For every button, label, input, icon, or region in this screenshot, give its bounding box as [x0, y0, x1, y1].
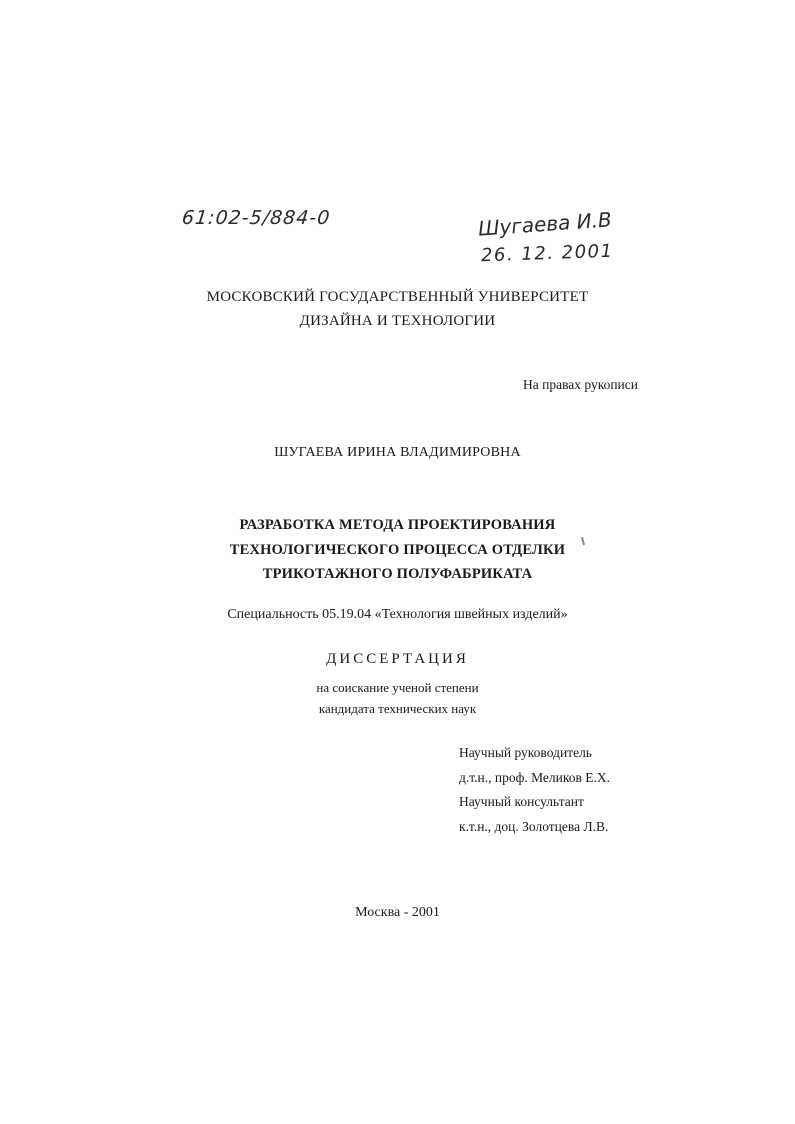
signature-date-handwritten: 26. 12. 2001: [480, 240, 614, 267]
signature-name-handwritten: Шугаева И.В: [477, 207, 613, 241]
consultant-role: Научный консультант: [459, 794, 584, 809]
university-line-1: МОСКОВСКИЙ ГОСУДАРСТВЕННЫЙ УНИВЕРСИТЕТ: [206, 289, 589, 305]
consultant-person: к.т.н., доц. Золотцева Л.В.: [459, 818, 609, 834]
supervisor-role: Научный руководитель: [459, 745, 592, 760]
degree-line-1: на соискание ученой степени: [316, 680, 479, 695]
document-type: ДИССЕРТАЦИЯ: [326, 651, 469, 667]
title-line-3: ТРИКОТАЖНОГО ПОЛУФАБРИКАТА: [262, 566, 533, 582]
specialty: Специальность 05.19.04 «Технология швейных изделий»: [227, 607, 568, 622]
degree-line-2: кандидата технических наук: [318, 701, 477, 716]
dissertation-title: [0, 513, 795, 587]
degree-description: [0, 677, 795, 719]
author-name: ШУГАЕВА ИРИНА ВЛАДИМИРОВНА: [274, 445, 521, 460]
university-line-2: ДИЗАЙНА И ТЕХНОЛОГИИ: [299, 313, 496, 329]
title-line-1: РАЗРАБОТКА МЕТОДА ПРОЕКТИРОВАНИЯ: [239, 517, 556, 533]
title-line-2: ТЕХНОЛОГИЧЕСКОГО ПРОЦЕССА ОТДЕЛКИ: [229, 541, 566, 558]
rights-note: На правах рукописи: [522, 377, 638, 392]
supervisors-block: [459, 741, 610, 839]
city-year: Москва - 2001: [355, 905, 440, 920]
university-name: [0, 285, 795, 333]
supervisor-person: д.т.н., проф. Меликов Е.Х.: [459, 769, 610, 785]
archive-number-handwritten: 61:02-5/884-0: [180, 207, 332, 229]
